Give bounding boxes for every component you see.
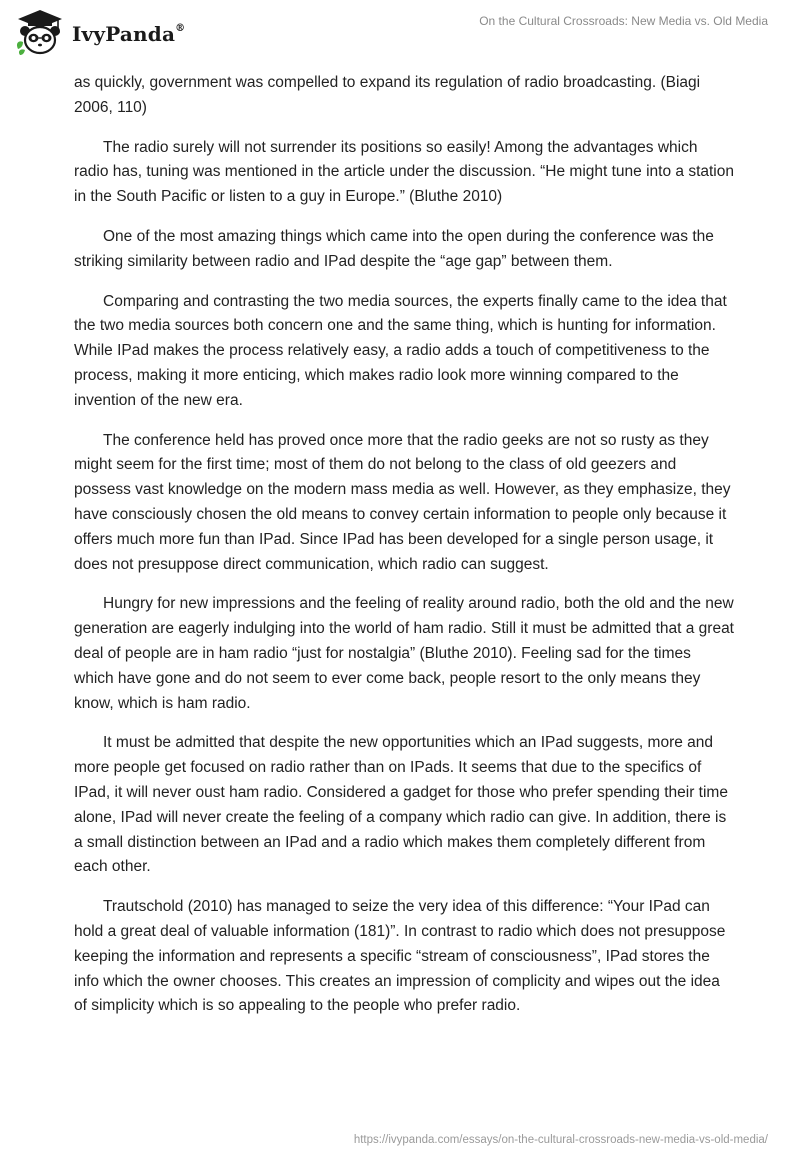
registered-mark: ® [175,23,186,35]
document-title: On the Cultural Crossroads: New Media vs. Old Media [479,14,768,28]
essay-body [74,71,734,1034]
paragraph: The conference held has proved once more that the radio geeks are not so rusty as they might seem for the first time; most of them do not belong to the class of old geezers and possess vast knowledge on the modern mass media as well. However, as they emphasize, they have consciously chosen the old means to convey certain information to people only because it offers much more fun than IPad. Since IPad has been developed for a single person usage, it does not presuppose direct communication, which radio can suggest. [74,431,731,573]
panda-graduate-icon [14,7,66,59]
ivypanda-logo[interactable] [14,7,185,59]
paragraph: The radio surely will not surrender its positions so easily! Among the advantages which radio has, tuning was mentioned in the article under the discussion. “He might tune into a station in the South Pacific or listen to a guy in Europe.” (Bluthe 2010) [74,138,734,206]
paragraph: Trautschold (2010) has managed to seize the very idea of this difference: “Your IPad can hold a great deal of valuable information (181)”. In contrast to radio which does not presuppose keeping the information and represents a specific “stream of consciousness”, IPad stores the info which the owner chooses. This creates an impression of complicity and wipes out the idea of simplicity which is so appealing to the people who prefer radio. [74,898,726,1015]
paragraph: Comparing and contrasting the two media sources, the experts finally came to the idea that the two media sources both concern one and the same thing, which is hunting for information. While IPad makes the process relatively easy, a radio adds a touch of competitiveness to the process, making it more enticing, which makes radio look more winning compared to the invention of the new era. [74,292,727,409]
paragraph: It must be admitted that despite the new opportunities which an IPad suggests, more and more people get focused on radio rather than on IPads. It seems that due to the specifics of IPad, it will never oust ham radio. Considered a gadget for those who prefer spending their time alone, IPad will never create the feeling of a company which radio can give. In addition, there is a small distinction between an IPad and a radio which makes them completely different from each other. [74,734,728,876]
source-url-link[interactable]: https://ivypanda.com/essays/on-the-cultural-crossroads-new-media-vs-old-media/ [353,1134,768,1146]
paragraph: Hungry for new impressions and the feeling of reality around radio, both the old and the new generation are eagerly indulging into the world of ham radio. Still it must be admitted that a great deal of people are in ham radio “just for nostalgia” (Bluthe 2010). Feeling sad for the times which have gone and do not seem to ever come back, people resort to the only means they know, which is ham radio. [74,595,734,712]
page-header [0,0,800,72]
paragraph: One of the most amazing things which came into the open during the conference was the striking similarity between radio and IPad despite the “age gap” between them. [74,227,714,270]
logo-text: IvyPanda® [72,22,186,46]
paragraph: as quickly, government was compelled to expand its regulation of radio broadcasting. (Biagi 2006, 110) [74,74,701,116]
